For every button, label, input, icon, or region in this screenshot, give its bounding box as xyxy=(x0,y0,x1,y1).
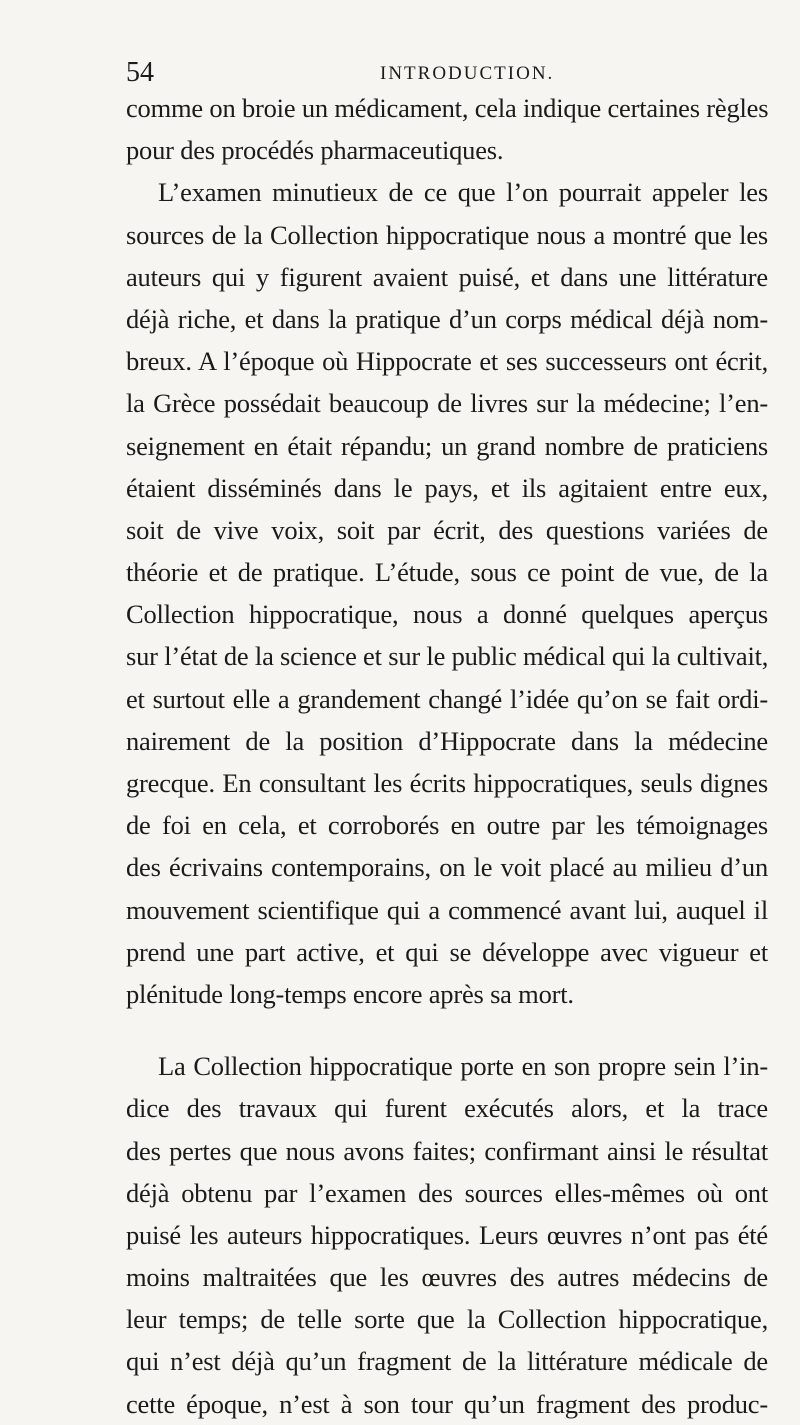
text-line: et surtout elle a grandement changé l’idée qu’on se fait ordi- xyxy=(126,683,768,714)
text-line: leur temps; de telle sorte que la Collection hippocratique, xyxy=(126,1304,768,1335)
text-line: auteurs qui y figurent avaient puisé, et dans une littérature xyxy=(126,261,768,292)
text-line: comme on broie un médicament, cela indique certaines règles xyxy=(126,93,769,123)
text-line: théorie et de pratique. L’étude, sous ce point de vue, de la xyxy=(126,557,768,588)
paragraph-gap xyxy=(126,1015,768,1045)
text-line: des pertes que nous avons faites; confirmant ainsi le résultat xyxy=(126,1135,768,1166)
text-line: seignement en était répandu; un grand nombre de praticiens xyxy=(126,430,768,461)
page-header xyxy=(126,56,766,90)
text-line: dice des travaux qui furent exécutés alors, et la trace xyxy=(126,1093,768,1124)
body-text xyxy=(126,87,768,1425)
text-line: prend une part active, et qui se développe avec vigueur et xyxy=(126,936,768,967)
text-line: moins maltraitées que les œuvres des autres médecins de xyxy=(126,1262,768,1293)
text-line: L’examen minutieux de ce que l’on pourrait appeler les xyxy=(158,177,768,208)
text-line: déjà obtenu par l’examen des sources elles-mêmes où ont xyxy=(126,1177,768,1208)
text-line: Collection hippocratique, nous a donné quelques aperçus xyxy=(126,599,768,630)
text-line: qui n’est déjà qu’un fragment de la littérature médicale de xyxy=(126,1346,768,1377)
text-line: cette époque, n’est à son tour qu’un fragment des produc- xyxy=(126,1388,768,1419)
text-line: sur l’état de la science et sur le public médical qui la cultivait, xyxy=(126,641,769,672)
text-line: déjà riche, et dans la pratique d’un corps médical déjà nom- xyxy=(126,303,768,334)
text-line: La Collection hippocratique porte en son propre sein l’in- xyxy=(158,1051,768,1082)
text-line: breux. A l’époque où Hippocrate et ses successeurs ont écrit, xyxy=(126,346,768,377)
text-line: de foi en cela, et corroborés en outre par les témoignages xyxy=(126,810,768,841)
text-line: soit de vive voix, soit par écrit, des questions variées de xyxy=(126,514,768,545)
text-line: mouvement scientifique qui a commencé avant lui, auquel il xyxy=(126,894,768,925)
text-line: étaient disséminés dans le pays, et ils agitaient entre eux, xyxy=(126,472,768,503)
text-line: la Grèce possédait beaucoup de livres sur la médecine; l’en- xyxy=(126,388,768,419)
text-line: sources de la Collection hippocratique nous a montré que les xyxy=(126,219,768,250)
text-line: pour des procédés pharmaceutiques. xyxy=(126,135,504,166)
text-line: puisé les auteurs hippocratiques. Leurs œuvres n’ont pas été xyxy=(126,1219,768,1250)
text-line: des écrivains contemporains, on le voit placé au milieu d’un xyxy=(126,852,768,883)
text-line: plénitude long-temps encore après sa mort. xyxy=(126,978,574,1009)
text-line: grecque. En consultant les écrits hippocratiques, seuls dignes xyxy=(126,768,768,798)
page-number: 54 xyxy=(126,57,154,88)
running-head: INTRODUCTION. xyxy=(380,63,555,84)
text-line: nairement de la position d’Hippocrate dans la médecine xyxy=(126,725,768,756)
